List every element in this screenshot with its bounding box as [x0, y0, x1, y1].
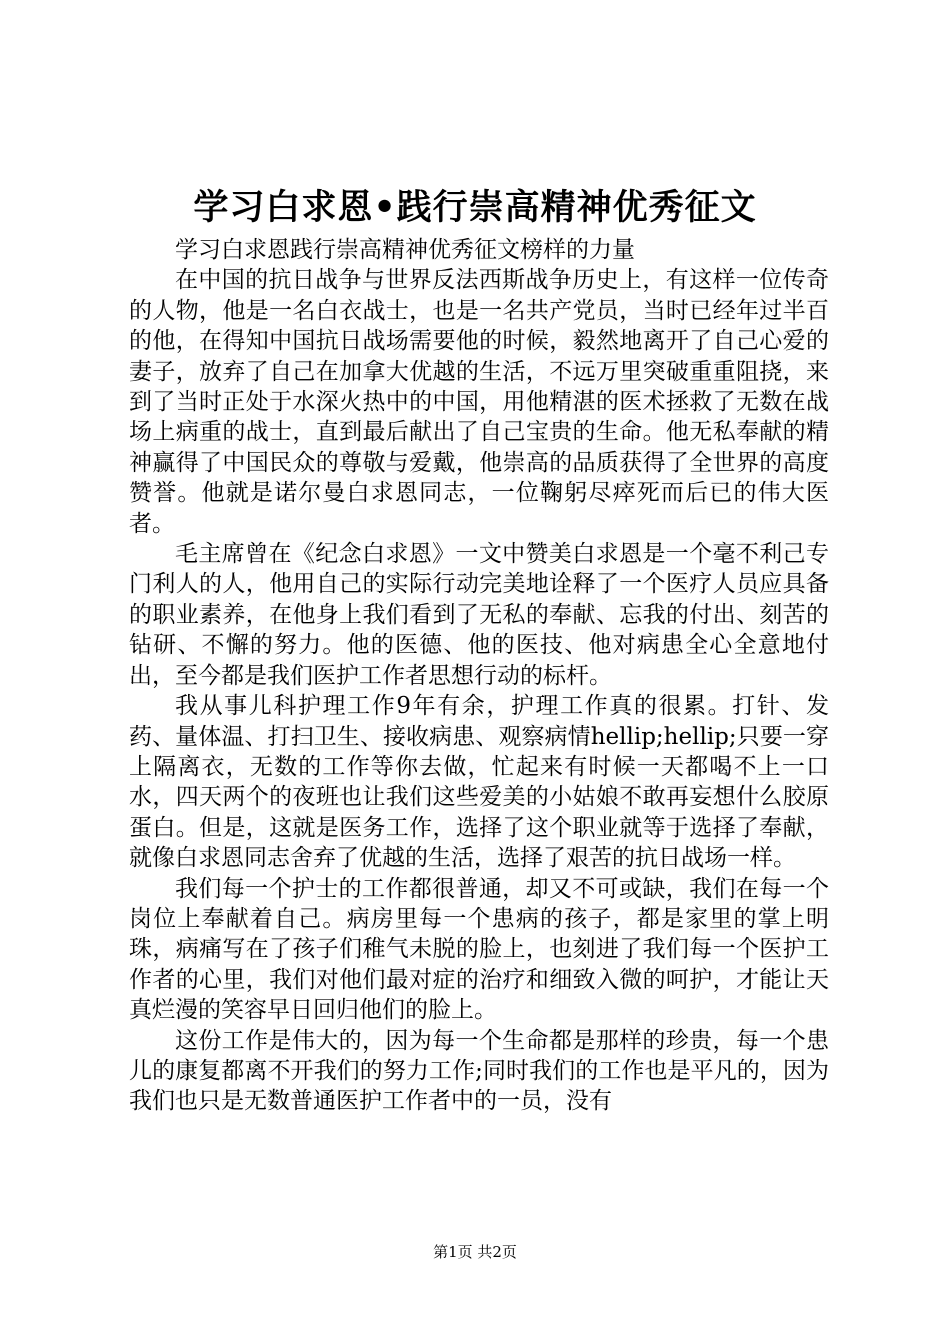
paragraph-4: 我们每一个护士的工作都很普通，却又不可或缺，我们在每一个岗位上奉献着自己。病房里每一个患病的孩子，都是家里的掌上明珠，病痛写在了孩子们稚气未脱的脸上，也刻进了我们每一个医护工作者的心里，我们对他们最对症的治疗和细致入微的呵护，才能让天真烂漫的笑容早日回归他们的脸上。: [129, 875, 829, 1024]
paragraph-5: 这份工作是伟大的，因为每一个生命都是那样的珍贵，每一个患儿的康复都离不开我们的努力工作;同时我们的工作也是平凡的，因为我们也只是无数普通医护工作者中的一员，没有: [129, 1027, 829, 1115]
paragraph-3: 我从事儿科护理工作9年有余，护理工作真的很累。打针、发药、量体温、打扫卫生、接收病患、观察病情hellip;hellip;只要一穿上隔离衣，无数的工作等你去做，忙起来有时候一天都喝不上一口水，四天两个的夜班也让我们这些爱美的小姑娘不敢再妄想什么胶原蛋白。但是，这就是医务工作，选择了这个职业就等于选择了奉献，就像白求恩同志舍弃了优越的生活，选择了艰苦的抗日战场一样。: [129, 693, 829, 872]
document-title: 学习白求恩•践行崇高精神优秀征文: [193, 188, 757, 228]
paragraph-1: 在中国的抗日战争与世界反法西斯战争历史上，有这样一位传奇的人物，他是一名白衣战士，也是一名共产党员，当时已经年过半百的他，在得知中国抗日战场需要他的时候，毅然地离开了自己心爱的妻子，放弃了自己在加拿大优越的生活，不远万里突破重重阻挠，来到了当时正处于水深火热中的中国，用他精湛的医术拯救了无数在战场上病重的战士，直到最后献出了自己宝贵的生命。他无私奉献的精神赢得了中国民众的尊敬与爱戴，他崇高的品质获得了全世界的高度赞誉。他就是诺尔曼白求恩同志，一位鞠躬尽瘁死而后已的伟大医者。: [129, 267, 829, 537]
page-footer: 第1页 共2页: [433, 1243, 517, 1261]
document-body: [129, 235, 829, 1117]
paragraph-2: 毛主席曾在《纪念白求恩》一文中赞美白求恩是一个毫不利己专门利人的人，他用自己的实际行动完美地诠释了一个医疗人员应具备的职业素养，在他身上我们看到了无私的奉献、忘我的付出、刻苦的钻研、不懈的努力。他的医德、他的医技、他对病患全心全意地付出，至今都是我们医护工作者思想行动的标杆。: [129, 541, 829, 689]
paragraph-subtitle: 学习白求恩践行崇高精神优秀征文榜样的力量: [175, 237, 635, 263]
